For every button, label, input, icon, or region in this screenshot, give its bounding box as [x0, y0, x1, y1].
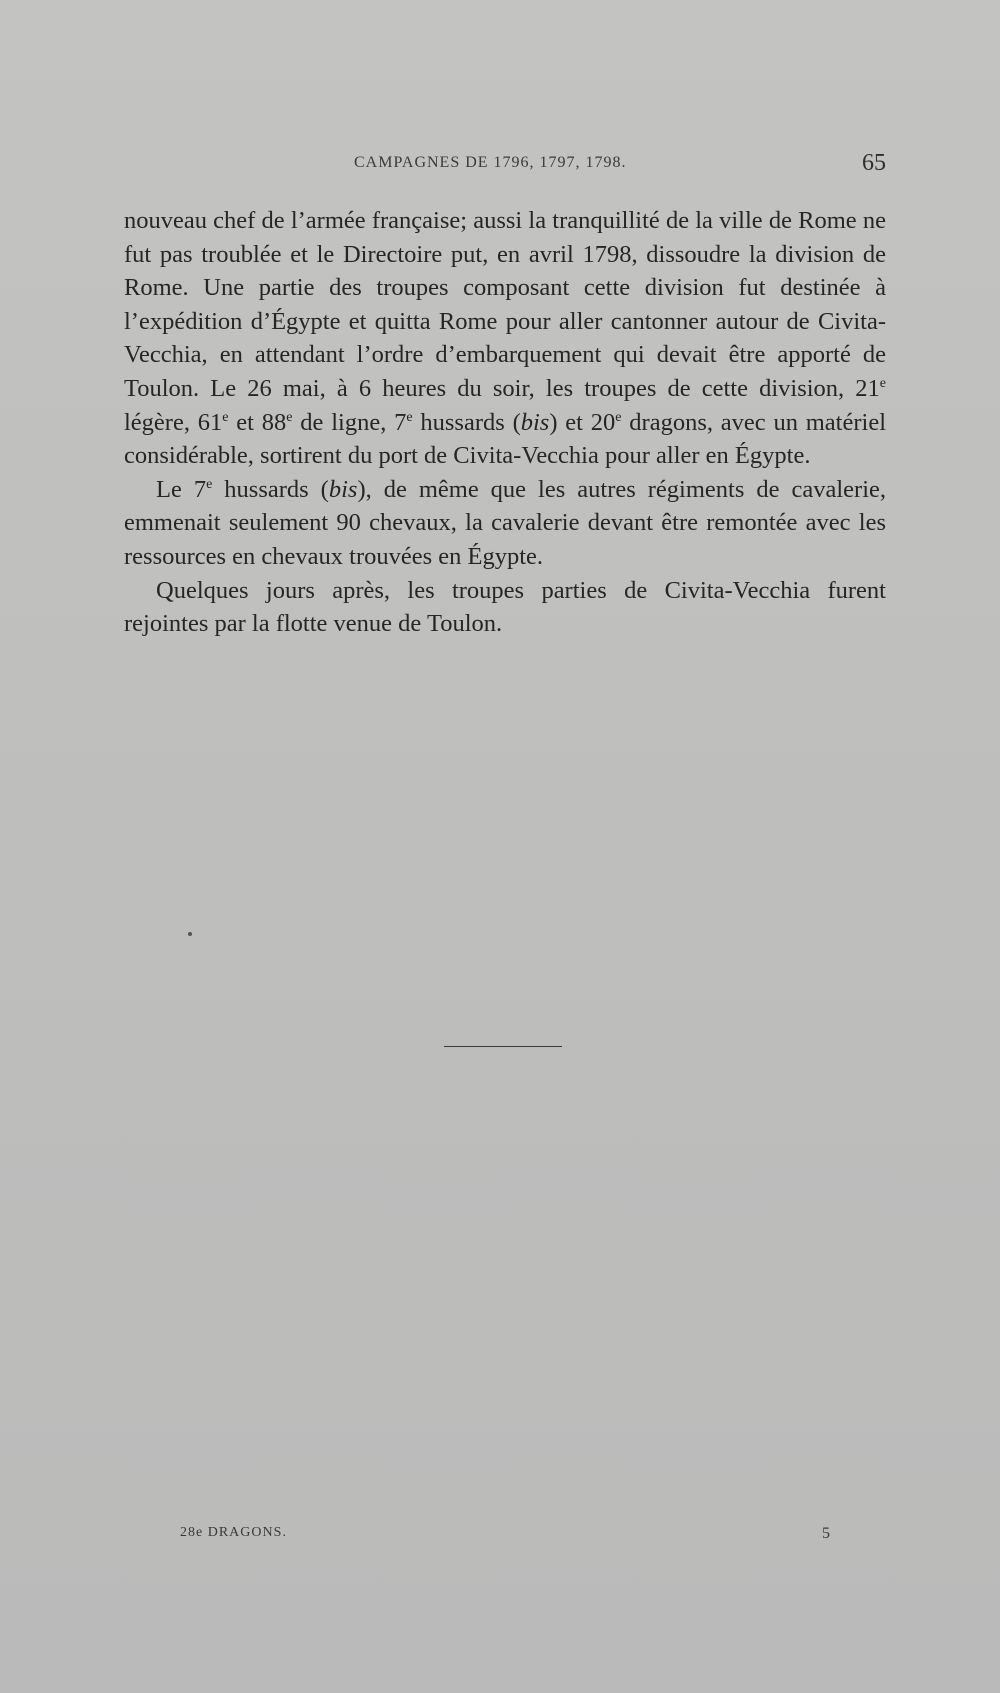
section-end-rule — [444, 1046, 562, 1047]
ordinal-superscript: e — [879, 375, 886, 391]
page-footer — [180, 1525, 830, 1549]
page-header — [124, 150, 886, 180]
ordinal-superscript: e — [286, 409, 293, 425]
italic-text: bis — [328, 475, 358, 503]
body-text — [124, 204, 886, 641]
print-speck — [188, 932, 192, 936]
signature-number: 5 — [822, 1525, 830, 1542]
text-run: hussards ( — [412, 408, 521, 436]
text-run: dragons, avec un matériel considérable, sortirent du port de Civita-Vecchia pour aller en Égypte. — [124, 408, 886, 470]
ordinal-superscript: e — [206, 476, 213, 492]
running-title: CAMPAGNES DE 1796, 1797, 1798. — [354, 154, 627, 171]
paragraph — [124, 574, 886, 641]
text-run: nouveau chef de l’armée française; aussi la tranquillité de la ville de Rome ne fut pas troublée et le Directoire put, en avril 1798, dissoudre la division de Rome. Une partie des troupes composant cette division fut destinée à l’expédition d’Égypte et quitta Rome pour aller cantonner autour de Civita-Vecchia, en attendant l’ordre d’embarquement qui devait être apporté de Toulon. Le 26 mai, à 6 heures du soir, les troupes de cette division, 21 — [124, 207, 886, 402]
text-run: légère, 61 — [124, 408, 223, 436]
ordinal-superscript: e — [615, 409, 622, 425]
text-run: Quelques jours après, les troupes parties de Civita-Vecchia furent rejointes par la flotte venue de Toulon. — [124, 576, 886, 638]
ordinal-superscript: e — [406, 409, 413, 425]
paragraph — [124, 473, 886, 574]
text-run: ) et 20 — [549, 408, 616, 436]
text-run: hussards ( — [212, 475, 329, 503]
page-number: 65 — [862, 150, 886, 176]
signature-mark: 28e DRAGONS. — [180, 1525, 287, 1540]
italic-text: bis — [520, 408, 550, 436]
text-run: et 88 — [228, 408, 287, 436]
paragraph — [124, 204, 886, 473]
text-run: ), de même que les autres régiments de cavalerie, emmenait seulement 90 chevaux, la cavalerie devant être remontée avec les ressources en chevaux trouvées en Égypte. — [124, 475, 886, 570]
ordinal-superscript: e — [222, 409, 229, 425]
text-run: Le 7 — [156, 475, 207, 503]
text-run: de ligne, 7 — [292, 408, 407, 436]
